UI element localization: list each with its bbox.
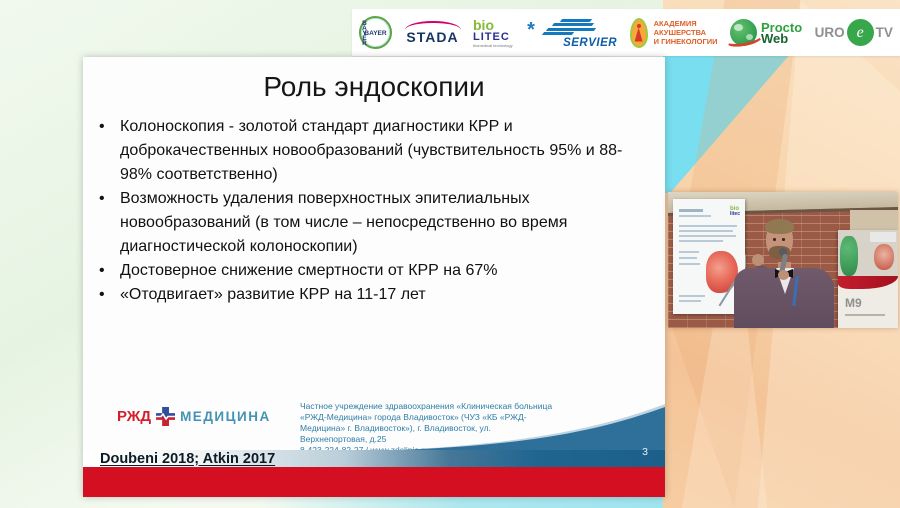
academy-line-2: АКУШЕРСТВА <box>653 28 707 37</box>
presenter-video <box>668 192 898 328</box>
stada-wordmark: STADA <box>406 28 459 45</box>
urotv-icon-letter: e <box>856 23 864 41</box>
presenter <box>668 192 898 328</box>
globe-swoosh-icon <box>724 29 764 49</box>
rollup-litec-text: litec <box>729 211 740 217</box>
academy-line-1: АКАДЕМИЯ <box>653 19 697 28</box>
bullet-item <box>99 187 635 259</box>
proctoweb-logo <box>730 19 802 46</box>
rzd-medicina-logo <box>117 407 271 426</box>
biolitec-bio-text: bio <box>473 16 494 33</box>
proctoweb-bottom-text: Web <box>760 30 789 46</box>
stada-logo <box>405 21 461 45</box>
rollup-m9-label: M9 <box>845 296 862 310</box>
biolitec-tagline: biomedical technology <box>473 42 513 48</box>
citation-strip <box>83 446 665 467</box>
slide-title: Роль эндоскопии <box>263 71 485 102</box>
academy-logo <box>630 18 718 48</box>
bullet-text: Возможность удаления поверхностных эпителиальных новообразований (в том числе – непосредственно во время диагностической колоноскопии) <box>120 190 568 255</box>
bullet-item <box>99 283 635 307</box>
sponsor-banner <box>352 9 900 56</box>
presentation-slide <box>83 57 665 497</box>
footer-address-text: Частное учреждение здравоохранения «Клиническая больница «РЖД-Медицина» города Владивосток» (ЧУЗ «КБ «РЖД-Медицина» г. Владивосток»), г. Владивосток, ул. Верхнепортовая, д.25 <box>300 401 553 444</box>
presenter-hair <box>765 219 794 234</box>
bayer-cross-icon <box>359 16 392 49</box>
medicina-text: МЕДИЦИНА <box>180 409 271 424</box>
bayer-logo <box>359 16 392 49</box>
biolitec-litec-text: LITEC <box>473 30 510 43</box>
proctoweb-top-text: Procto <box>760 19 803 35</box>
citation-text: Doubeni 2018; Atkin 2017 <box>100 450 276 467</box>
bullet-list <box>99 115 635 307</box>
footer-address <box>300 401 558 456</box>
urotv-circle-icon <box>847 19 874 46</box>
rzd-cross-icon <box>156 407 175 426</box>
bayer-horizontal-word: BAYER <box>364 30 387 37</box>
bullet-text: «Отодвигает» развитие КРР на 11-17 лет <box>120 286 426 303</box>
presenter-hand <box>752 254 764 266</box>
rollup-bio-text: bio <box>729 206 739 212</box>
servier-stripes-icon <box>543 19 595 37</box>
urotv-logo <box>815 19 893 46</box>
uro-text: URO <box>814 25 845 40</box>
servier-star-icon: * <box>527 18 535 41</box>
bullet-marker: • <box>99 286 105 303</box>
bullet-text: Колоноскопия - золотой стандарт диагностики КРР и доброкачественных новообразований (чувствительность 95% и 88-98% соответственно) <box>120 118 623 183</box>
red-bar <box>83 467 665 497</box>
slide-footer <box>83 393 665 450</box>
presenter-mic-hand <box>778 270 789 280</box>
bullet-marker: • <box>99 118 105 135</box>
bullet-marker: • <box>99 190 105 207</box>
servier-wordmark: SERVIER <box>563 36 618 49</box>
academy-leaf-icon <box>630 18 648 48</box>
bullet-text: Достоверное снижение смертности от КРР на 67% <box>120 262 498 279</box>
academy-line-3: И ГИНЕКОЛОГИИ <box>653 37 718 46</box>
globe-icon <box>730 19 757 46</box>
bullet-item <box>99 259 635 283</box>
rzd-text: РЖД <box>117 408 152 425</box>
bayer-vertical-word: BAYER <box>361 20 368 45</box>
tv-text: TV <box>875 25 893 40</box>
background-bottom-tint <box>260 497 663 508</box>
bullet-item <box>99 115 635 187</box>
servier-logo <box>525 15 617 51</box>
biolitec-logo <box>473 18 513 48</box>
page-number: 3 <box>642 446 648 458</box>
bullet-marker: • <box>99 262 105 279</box>
